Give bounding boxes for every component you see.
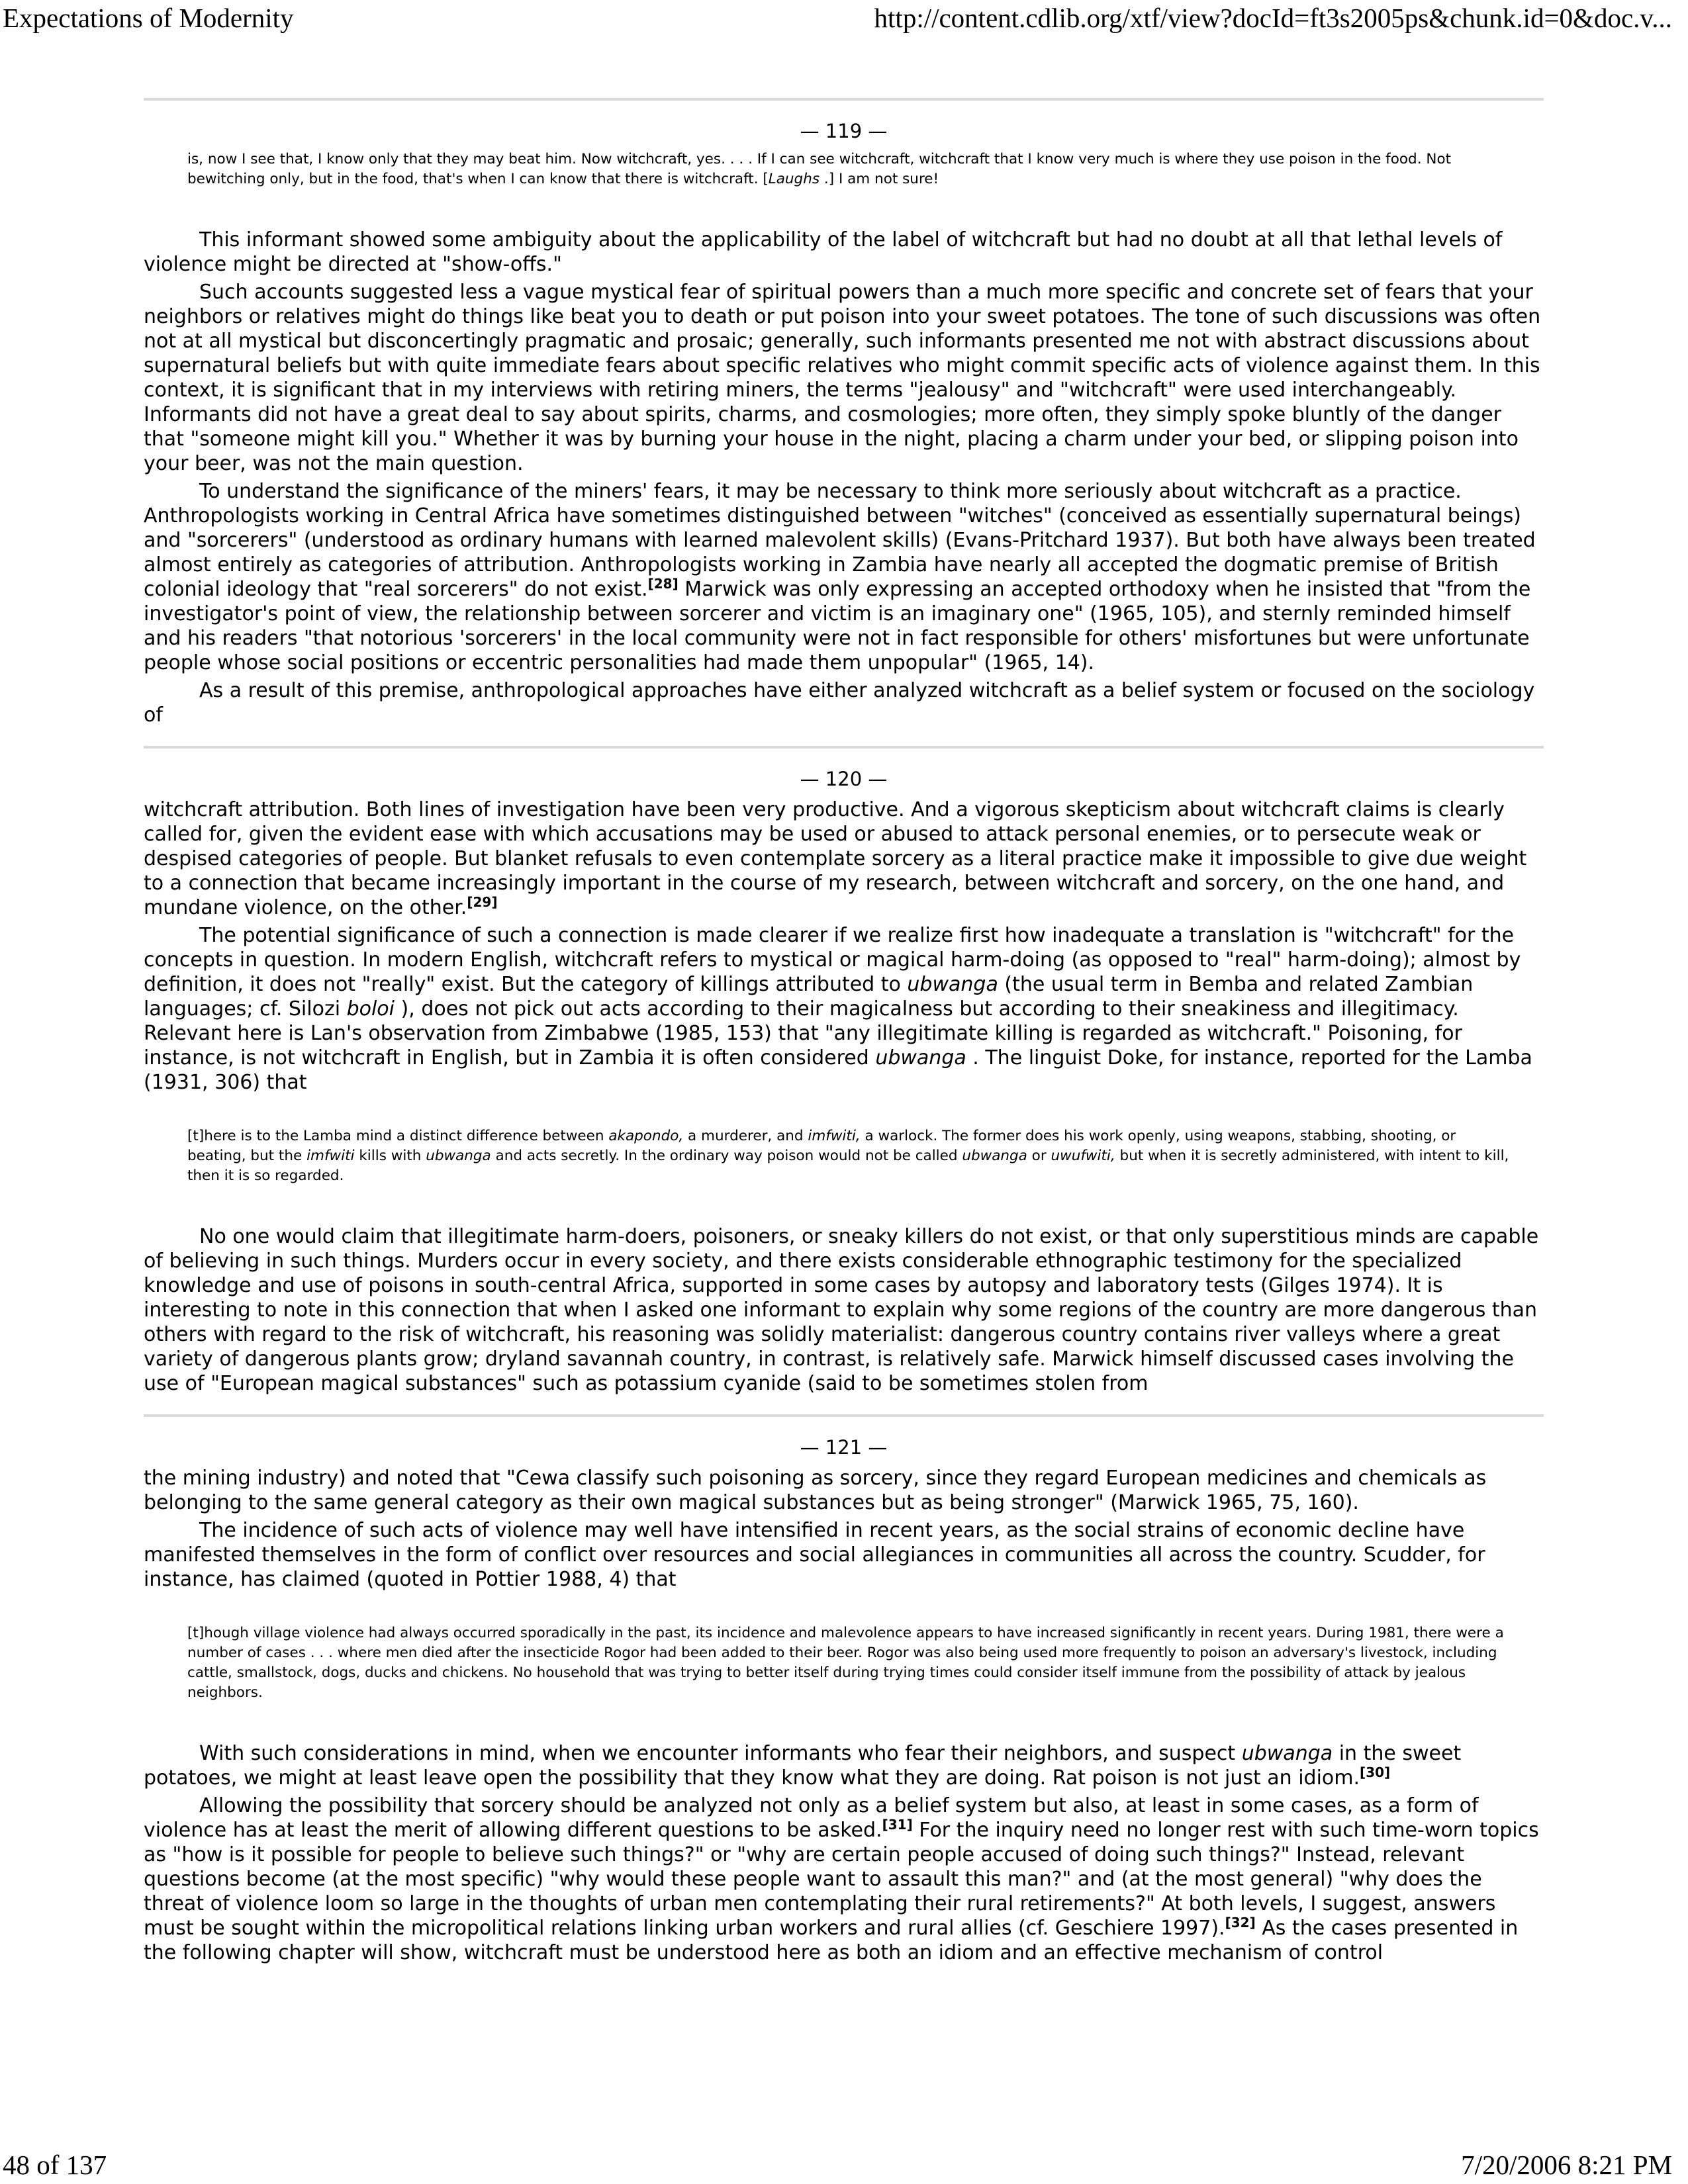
page-divider (144, 98, 1544, 101)
paragraph: Allowing the possibility that sorcery should be analyzed not only as a belief system but also, at least in some cases, as a form of violence has at least the merit of allowing different questions to be asked.[31] For the inquiry need no longer rest with such time-worn topics as "how is it possible for people to believe such things?" or "why are certain people accused of doing such things?" Instead, relevant questions become (at the most specific) "why would these people want to assault this man?" and (at the most general) "why does the threat of violence loom so large in the thoughts of urban men contemplating their rural retirements?" At both levels, I suggest, answers must be sought within the micropolitical relations linking urban workers and rural allies (cf. Geschiere 1997).[32] As the cases presented in the following chapter will show, witchcraft must be understood here as both an idiom and an effective mechanism of control (144, 1794, 1539, 1964)
footnote-link-32[interactable]: [32] (1225, 1915, 1256, 1931)
footnote-link-30[interactable]: [30] (1360, 1764, 1391, 1780)
paragraph: the mining industry) and noted that "Cewa classify such poisoning as sorcery, since they regard European medicines and chemicals as belonging to the same general category as their own magical substances but as being stronger" (Marwick 1965, 75, 160). (144, 1467, 1487, 1514)
document-title: Expectations of Modernity (3, 3, 294, 33)
browser-print-header (0, 0, 1688, 40)
paragraph: This informant showed some ambiguity about the applicability of the label of witchcraft but had no doubt at all that lethal levels of violence might be directed at "show-offs." (144, 228, 1503, 276)
page-number-120: — 120 — (800, 768, 888, 790)
page-number-121: — 121 — (800, 1436, 888, 1459)
paragraph: Such accounts suggested less a vague mystical fear of spiritual powers than a much more specific and concrete set of fears that your neighbors or relatives might do things like beat you to death or put poison into your sweet potatoes. The tone of such discussions was often not at all mystical but disconcertingly pragmatic and prosaic; generally, such informants presented me not with abstract discussions about supernatural beliefs but with quite immediate fears about specific relatives who might commit specific acts of violence against them. In this context, it is significant that in my interviews with retiring miners, the terms "jealousy" and "witchcraft" were used interchangeably. Informants did not have a great deal to say about spirits, charms, and cosmologies; more often, they simply spoke bluntly of the danger that "someone might kill you." Whether it was by burning your house in the night, placing a charm under your bed, or slipping poison into your beer, was not the main question. (144, 281, 1541, 475)
book-content (144, 79, 1544, 1968)
paragraph: witchcraft attribution. Both lines of investigation have been very productive. And a vigorous skepticism about witchcraft claims is clearly called for, given the evident ease with which accusations may be used or abused to attack personal enemies, or to persecute weak or despised categories of people. But blanket refusals to even contemplate sorcery as a literal practice make it impossible to give due weight to a connection that became increasingly important in the course of my research, between witchcraft and sorcery, on the one hand, and mundane violence, on the other.[29] (144, 798, 1527, 919)
block-quote-scudder: [t]hough village violence had always occurred sporadically in the past, its incidence and malevolence appears to have increased significantly in recent years. During 1981, there were a number of cases . . . where men died after the insecticide Rogor had been added to their beer. Rogor was also being used more frequently to poison an adversary's livestock, including cattle, smallstock, dogs, ducks and chickens. No household that was trying to better itself during trying times could consider itself immune from the possibility of attack by jealous neighbors. (187, 1625, 1504, 1701)
page-divider (144, 1414, 1544, 1417)
page-number-119: — 119 — (800, 120, 888, 142)
footnote-link-31[interactable]: [31] (882, 1817, 913, 1833)
page-url: http://content.cdlib.org/xtf/view?docId=ft3s2005ps&chunk.id=0&doc.v... (874, 3, 1672, 33)
paragraph: As a result of this premise, anthropological approaches have either analyzed witchcraft as a belief system or focused on the sociology of (144, 679, 1535, 727)
browser-print-footer (0, 2144, 1688, 2184)
paragraph: The potential significance of such a connection is made clearer if we realize first how inadequate a translation is "witchcraft" for the concepts in question. In modern English, witchcraft refers to mystical or magical harm-doing (as opposed to "real" harm-doing); almost by definition, it does not "really" exist. But the category of killings attributed to ubwanga (the usual term in Bemba and related Zambian languages; cf. Silozi boloi ), does not pick out acts according to their magicalness but according to their sneakiness and illegitimacy. Relevant here is Lan's observation from Zimbabwe (1985, 153) that "any illegitimate killing is regarded as witchcraft." Poisoning, for instance, is not witchcraft in English, but in Zambia it is often considered ubwanga . The linguist Doke, for instance, reported for the Lamba (1931, 306) that (144, 924, 1532, 1094)
block-quote-informant: is, now I see that, I know only that they may beat him. Now witchcraft, yes. . . . If I can see witchcraft, witchcraft that I know very much is where they use poison in the food. Not bewitching only, but in the food, that's when I can know that there is witchcraft. [Laughs .] I am not sure! (187, 151, 1452, 187)
footnote-link-29[interactable]: [29] (467, 894, 498, 910)
footnote-link-28[interactable]: [28] (647, 576, 679, 592)
paragraph: To understand the significance of the miners' fears, it may be necessary to think more seriously about witchcraft as a practice. Anthropologists working in Central Africa have sometimes distinguished between "witches" (conceived as essentially supernatural beings) and "sorcerers" (understood as ordinary humans with learned malevolent skills) (Evans-Pritchard 1937). But both have always been treated almost entirely as categories of attribution. Anthropologists working in Zambia have nearly all accepted the dogmatic premise of British colonial ideology that "real sorcerers" do not exist.[28] Marwick was only expressing an accepted orthodoxy when he insisted that "from the investigator's point of view, the relationship between sorcerer and victim is an imaginary one" (1965, 105), and sternly reminded himself and his readers "that notorious 'sorcerers' in the local community were not in fact responsible for others' misfortunes but were unfortunate people whose social positions or eccentric personalities had made them unpopular" (1965, 14). (144, 480, 1536, 674)
print-page-count: 48 of 137 (3, 2150, 107, 2180)
paragraph: With such considerations in mind, when we encounter informants who fear their neighbors, and suspect ubwanga in the sweet potatoes, we might at least leave open the possibility that they know what they are doing. Rat poison is not just an idiom.[30] (144, 1742, 1462, 1790)
print-datetime: 7/20/2006 8:21 PM (1461, 2150, 1672, 2180)
paragraph: The incidence of such acts of violence may well have intensified in recent years, as the social strains of economic decline have manifested themselves in the form of conflict over resources and social allegiances in communities all across the country. Scudder, for instance, has claimed (quoted in Pottier 1988, 4) that (144, 1519, 1485, 1591)
page-divider (144, 746, 1544, 749)
paragraph: No one would claim that illegitimate harm-doers, poisoners, or sneaky killers do not exist, or that only superstitious minds are capable of believing in such things. Murders occur in every society, and there exists considerable ethnographic testimony for the specialized knowledge and use of poisons in south-central Africa, supported in some cases by autopsy and laboratory tests (Gilges 1974). It is interesting to note in this connection that when I asked one informant to explain why some regions of the country are more dangerous than others with regard to the risk of witchcraft, his reasoning was solidly materialist: dangerous country contains river valleys where a great variety of dangerous plants grow; dryland savannah country, in contrast, is relatively safe. Marwick himself discussed cases involving the use of "European magical substances" such as potassium cyanide (said to be sometimes stolen from (144, 1225, 1539, 1395)
block-quote-doke: [t]here is to the Lamba mind a distinct difference between akapondo, a murderer, and imfwiti, a warlock. The former does his work openly, using weapons, stabbing, shooting, or beating, but the imfwiti kills with ubwanga and acts secretly. In the ordinary way poison would not be called ubwanga or uwufwiti, but when it is secretly administered, with intent to kill, then it is so regarded. (187, 1128, 1509, 1184)
